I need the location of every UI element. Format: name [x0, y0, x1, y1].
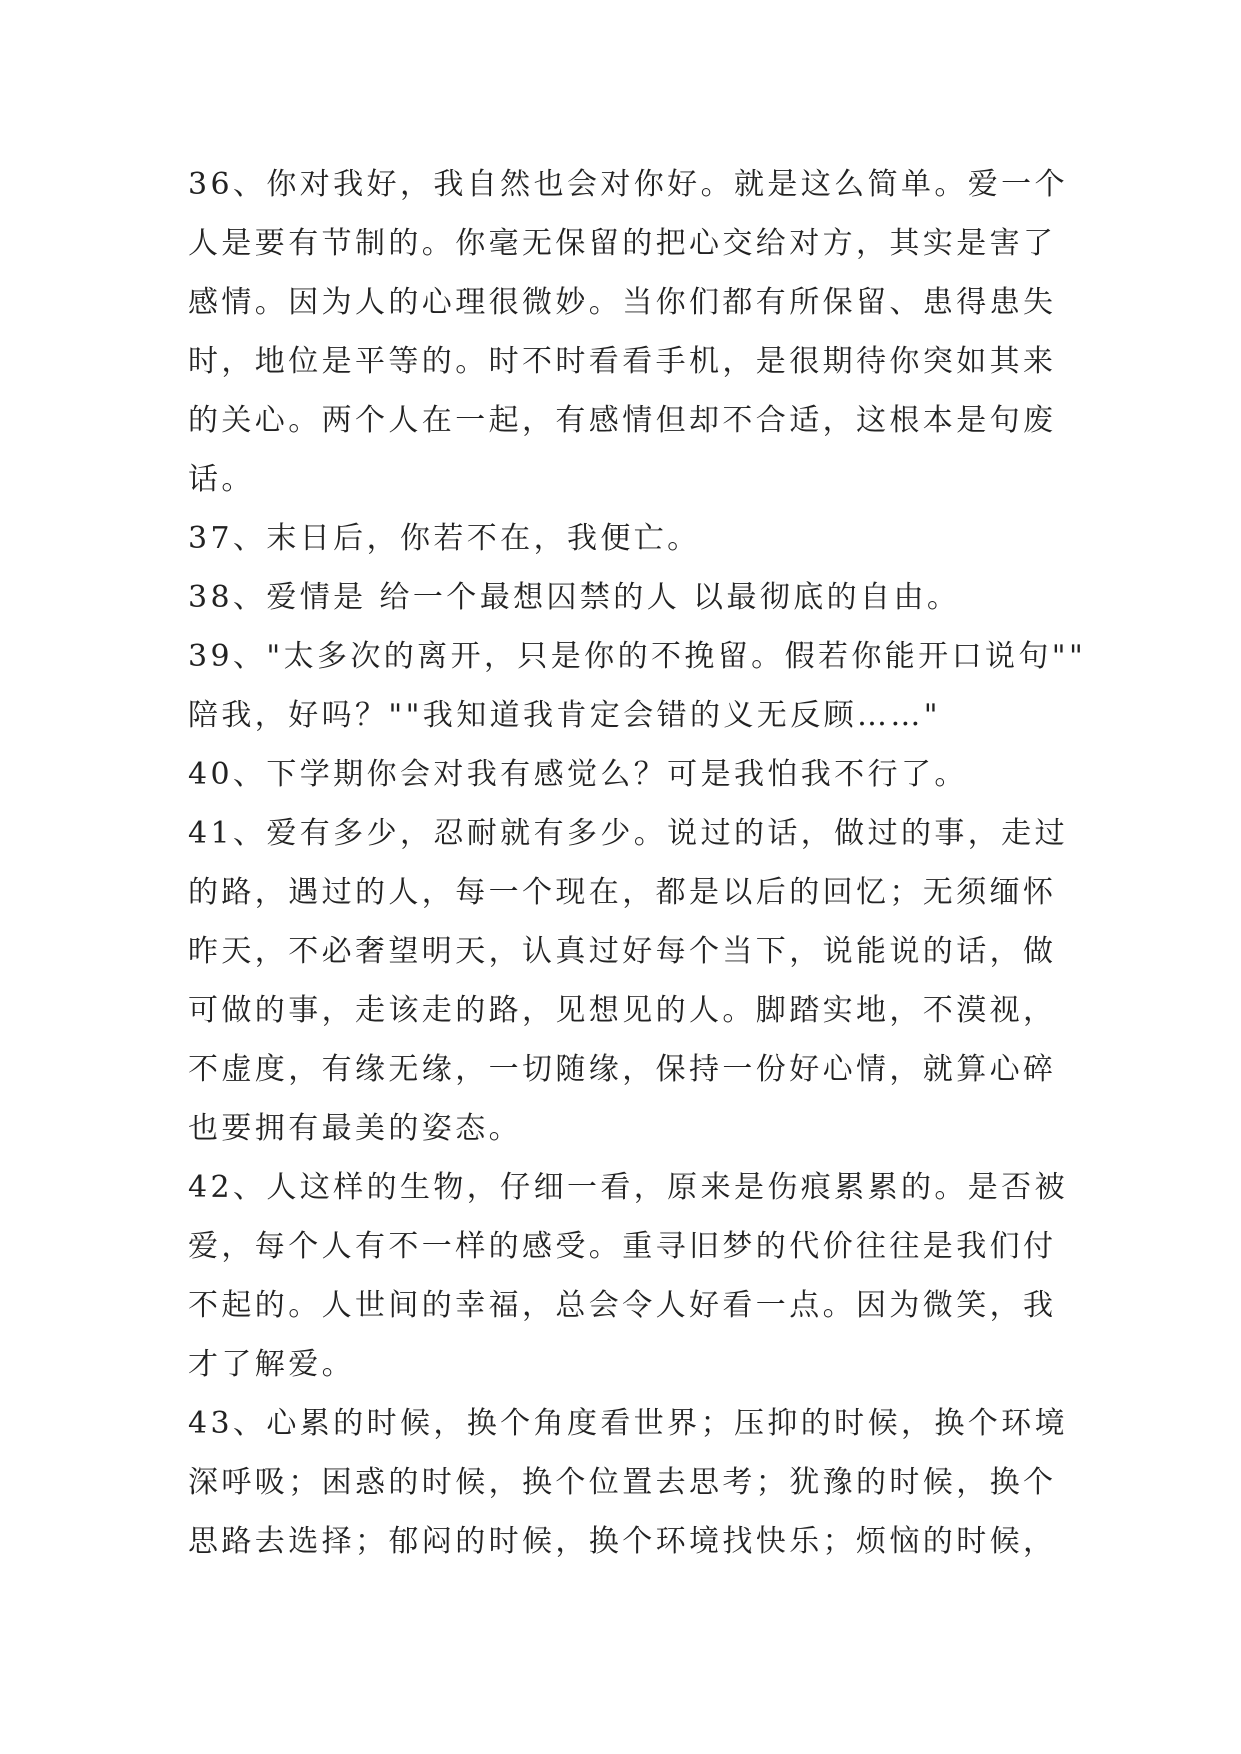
paragraph-37 [188, 509, 1068, 568]
paragraph-39 [188, 627, 1087, 745]
paragraph-40 [188, 745, 1068, 804]
text-line: 时，地位是平等的。时不时看看手机，是很期待你突如其来 [188, 344, 1057, 379]
text-line: 深呼吸；困惑的时候，换个位置去思考；犹豫的时候，换个 [188, 1465, 1057, 1500]
text-line: 43、心累的时候，换个角度看世界；压抑的时候，换个环境 [188, 1406, 1068, 1441]
text-line: 38、爱情是 给一个最想囚禁的人 以最彻底的自由。 [188, 580, 961, 615]
text-line: 思路去选择；郁闷的时候，换个环境找快乐；烦恼的时候， [188, 1524, 1057, 1559]
text-line: 的关心。两个人在一起，有感情但却不合适，这根本是句废 [188, 403, 1057, 438]
text-line: 不起的。人世间的幸福，总会令人好看一点。因为微笑，我 [188, 1288, 1057, 1323]
text-line: 41、爱有多少，忍耐就有多少。说过的话，做过的事，走过 [188, 816, 1068, 851]
document-body [188, 155, 1087, 1571]
text-line: 的路，遇过的人，每一个现在，都是以后的回忆；无须缅怀 [188, 875, 1057, 910]
text-line: 37、末日后，你若不在，我便亡。 [188, 521, 701, 556]
text-line: 36、你对我好，我自然也会对你好。就是这么简单。爱一个 [188, 167, 1068, 202]
text-line: 感情。因为人的心理很微妙。当你们都有所保留、患得患失 [188, 285, 1057, 320]
text-line: 人是要有节制的。你毫无保留的把心交给对方，其实是害了 [188, 226, 1057, 261]
text-line: 陪我，好吗？""我知道我肯定会错的义无反顾……" [188, 698, 941, 733]
paragraph-42 [188, 1158, 1068, 1394]
text-line: 话。 [188, 462, 255, 497]
text-line: 爱，每个人有不一样的感受。重寻旧梦的代价往往是我们付 [188, 1229, 1057, 1264]
text-line: 可做的事，走该走的路，见想见的人。脚踏实地，不漠视， [188, 993, 1057, 1028]
text-line: 不虚度，有缘无缘，一切随缘，保持一份好心情，就算心碎 [188, 1052, 1057, 1087]
text-line: 昨天，不必奢望明天，认真过好每个当下，说能说的话，做 [188, 934, 1057, 969]
paragraph-38 [188, 568, 1068, 627]
text-line: 42、人这样的生物，仔细一看，原来是伤痕累累的。是否被 [188, 1170, 1068, 1205]
text-line: 也要拥有最美的姿态。 [188, 1111, 522, 1146]
text-line: 才了解爱。 [188, 1347, 355, 1382]
text-line: 40、下学期你会对我有感觉么？可是我怕我不行了。 [188, 757, 968, 792]
paragraph-43 [188, 1394, 1068, 1571]
text-line: 39、"太多次的离开，只是你的不挽留。假若你能开口说句"" [188, 639, 1087, 674]
paragraph-41 [188, 804, 1068, 1158]
paragraph-36 [188, 155, 1068, 509]
